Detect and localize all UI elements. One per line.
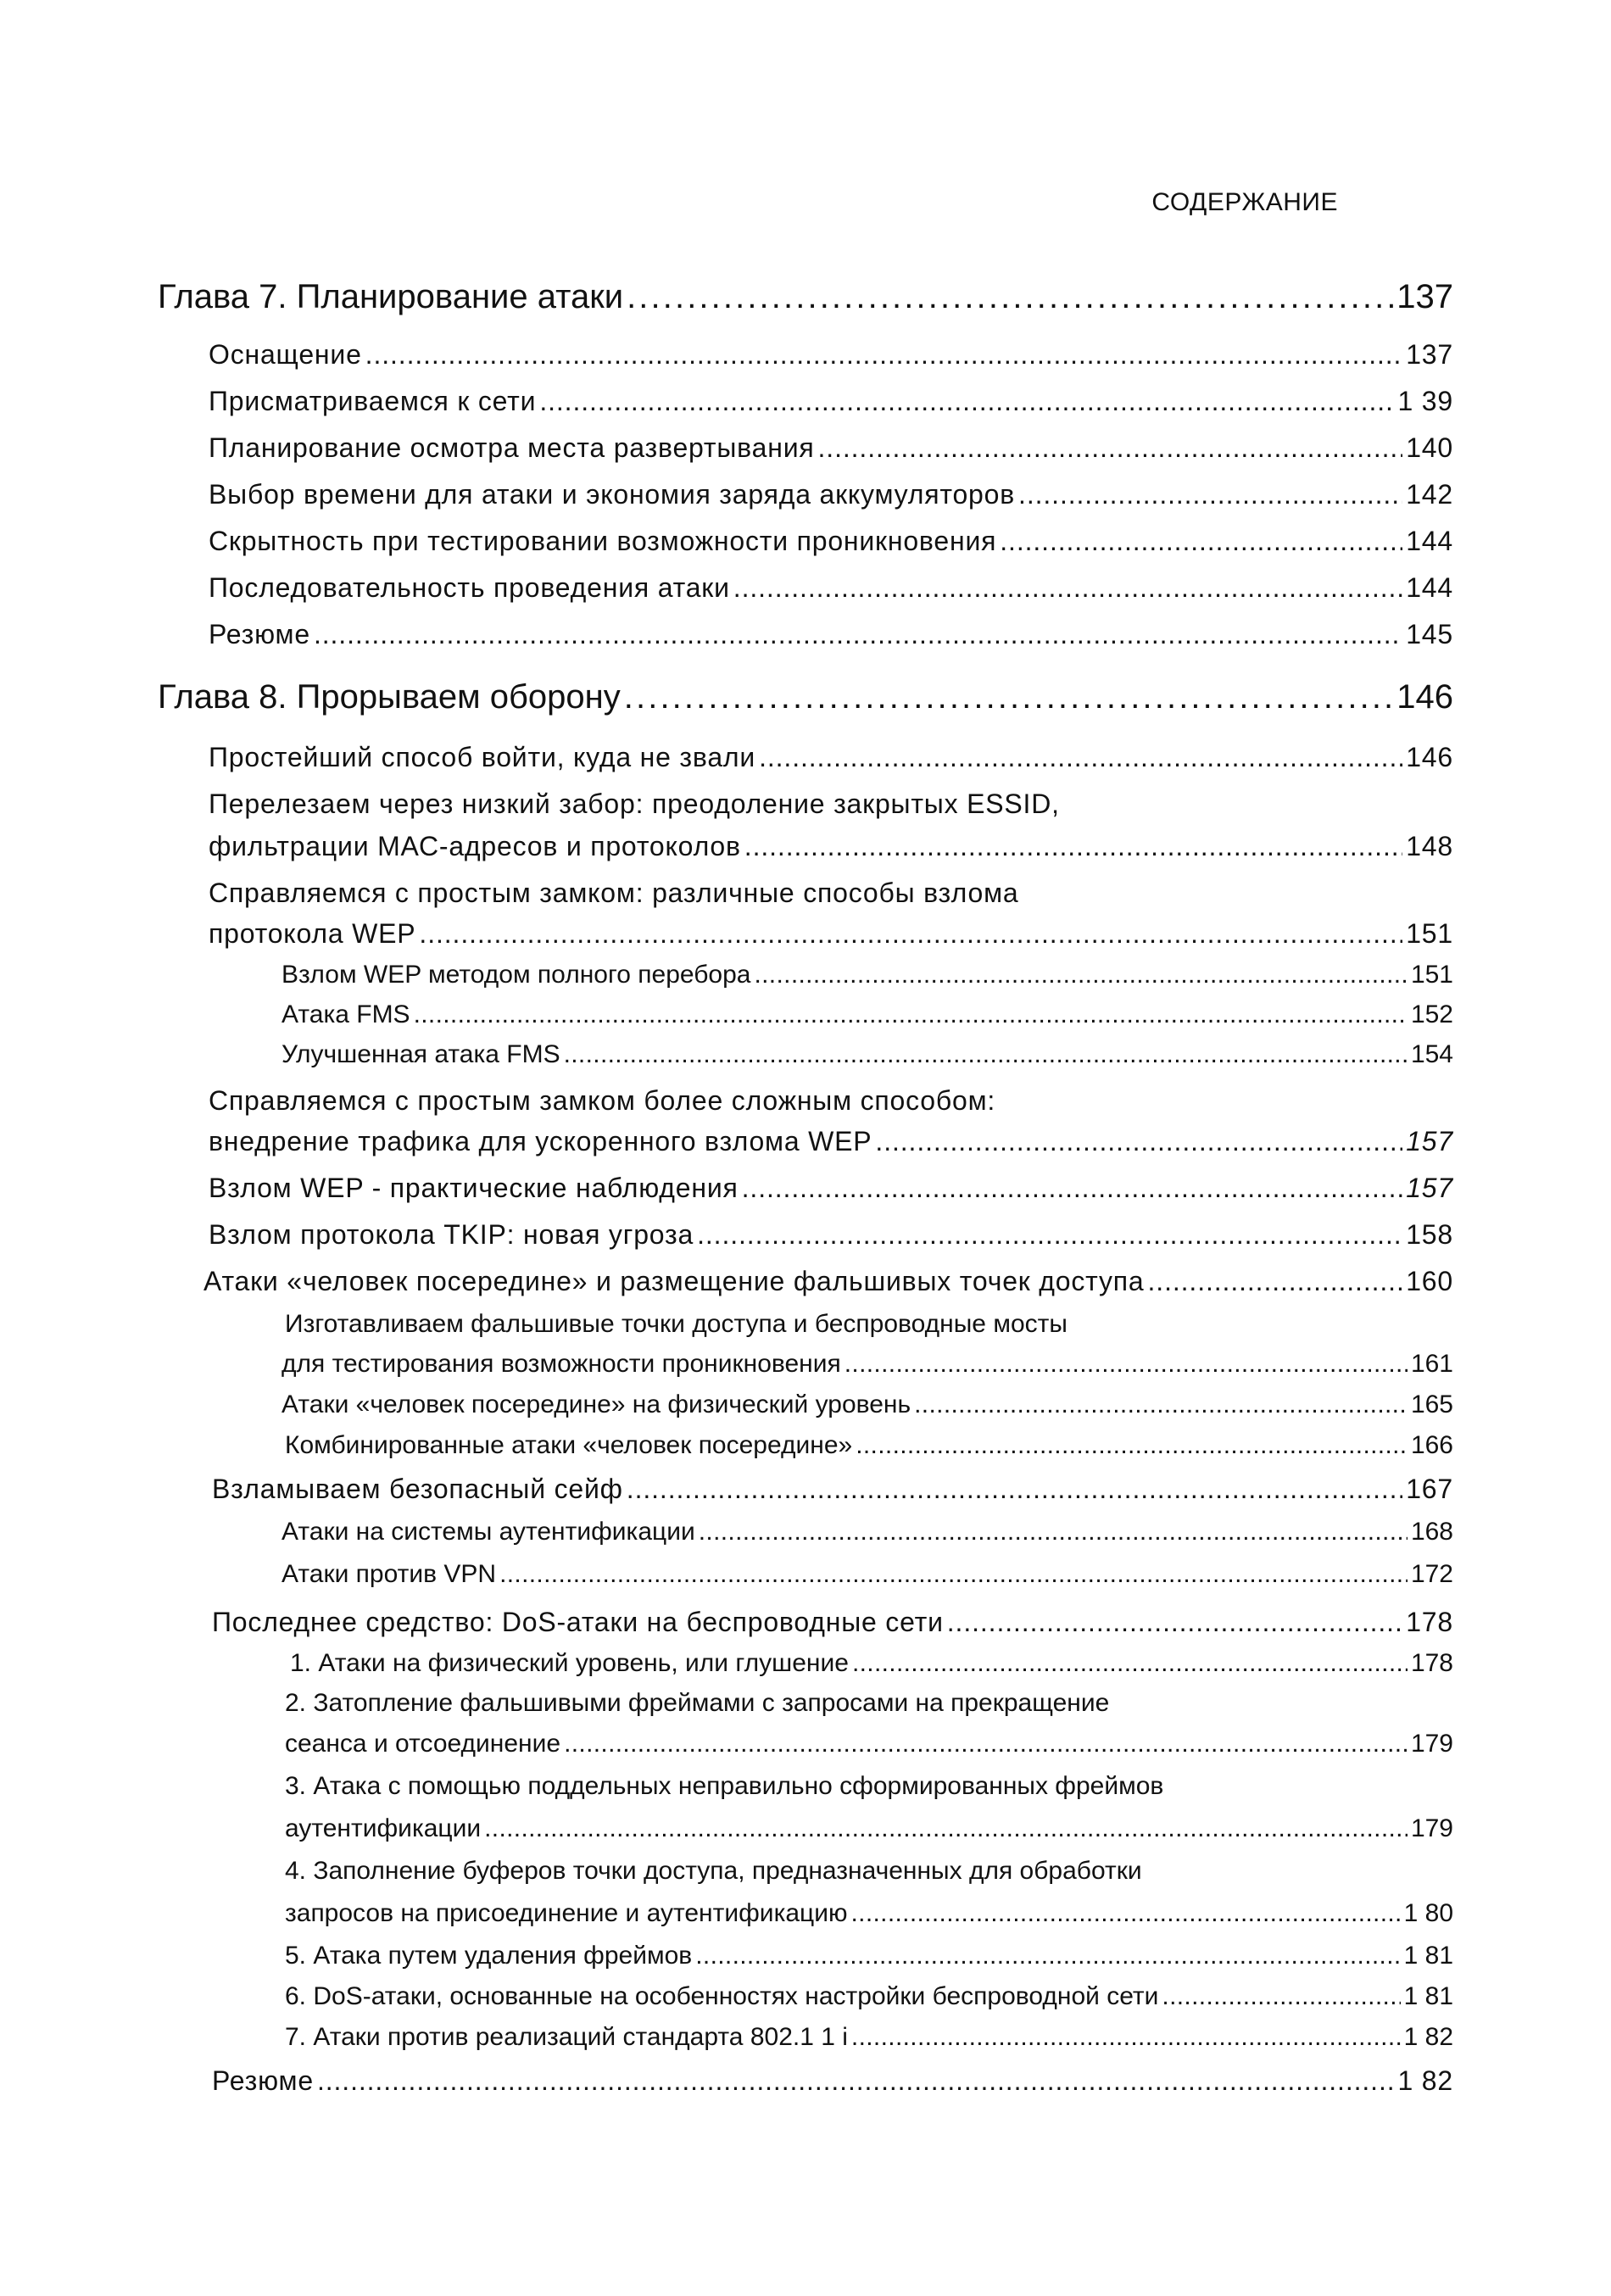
toc-label: Атаки на системы аутентификации	[282, 1518, 695, 1546]
toc-chapter-8[interactable]	[158, 678, 1453, 716]
toc-label: Простейший способ войти, куда не звали	[209, 742, 756, 772]
toc-label: внедрение трафика для ускоренного взлома WEP	[209, 1126, 872, 1156]
toc-page-number: 157	[1406, 1126, 1453, 1156]
toc-page-number: 157	[1406, 1173, 1453, 1203]
toc-item[interactable]	[209, 479, 1453, 510]
toc-subitem[interactable]	[282, 961, 1453, 989]
toc-label: Комбинированные атаки «человек посередине»	[285, 1431, 853, 1459]
toc-page-number: 140	[1406, 432, 1453, 463]
toc-page-number: 1 81	[1403, 1982, 1453, 2010]
toc-subitem[interactable]	[282, 1518, 1453, 1546]
toc-subitem-first-line: 4. Заполнение буферов точки доступа, предназначенных для обработки	[285, 1857, 1142, 1885]
toc-label: сеанса и отсоединение	[285, 1730, 561, 1758]
toc-label: Взлом протокола TKIP: новая угроза	[209, 1219, 694, 1250]
toc-item[interactable]	[212, 2065, 1453, 2097]
toc-page-number: 172	[1410, 1560, 1453, 1588]
toc-subitem[interactable]	[290, 1649, 1453, 1678]
toc-item[interactable]	[209, 1173, 1453, 1204]
toc-label: Атаки «человек посередине» на физический уровень	[282, 1390, 911, 1418]
toc-label: Оснащение	[209, 339, 362, 370]
toc-item[interactable]	[209, 386, 1453, 417]
toc-page-number: 137	[1396, 278, 1453, 315]
toc-label: Последовательность проведения атаки	[209, 572, 730, 603]
toc-label: Резюме	[209, 619, 310, 649]
toc-item[interactable]	[209, 619, 1453, 650]
leader-dots	[818, 432, 1403, 464]
toc-page-number: 148	[1406, 831, 1453, 861]
toc-label: Глава 8. Прорываем оборону	[158, 678, 621, 716]
leader-dots	[314, 619, 1402, 650]
leader-dots	[627, 278, 1393, 316]
toc-label: Взламываем безопасный сейф	[212, 1474, 623, 1504]
toc-label: 5. Атака путем удаления фреймов	[285, 1942, 693, 1970]
toc-page-number: 165	[1410, 1390, 1453, 1418]
toc-item[interactable]	[209, 339, 1453, 371]
toc-page-number: 178	[1406, 1607, 1453, 1637]
leader-dots	[697, 1219, 1402, 1251]
toc-page-number: 151	[1410, 961, 1453, 989]
toc-label: 7. Атаки против реализаций стандарта 802.1 1 i	[285, 2023, 848, 2051]
toc-item[interactable]	[209, 572, 1453, 604]
leader-dots	[856, 1431, 1408, 1460]
toc-page-number: 168	[1410, 1518, 1453, 1546]
leader-dots	[759, 742, 1402, 773]
toc-subitem[interactable]	[285, 1814, 1453, 1843]
toc-page-number: 1 81	[1403, 1942, 1453, 1970]
toc-item[interactable]	[209, 918, 1453, 950]
leader-dots	[564, 1730, 1408, 1758]
leader-dots	[744, 831, 1402, 862]
leader-dots	[499, 1560, 1408, 1589]
toc-subitem[interactable]	[285, 1982, 1453, 2011]
toc-subitem-first-line: 3. Атака с помощью поддельных неправильно сформированных фреймов	[285, 1772, 1164, 1800]
toc-subitem[interactable]	[282, 1560, 1453, 1589]
leader-dots	[317, 2065, 1395, 2097]
toc-page-number: 1 39	[1397, 386, 1453, 416]
toc-label: Атака FMS	[282, 1000, 410, 1028]
toc-page-number: 179	[1410, 1730, 1453, 1758]
toc-label: Планирование осмотра места развертывания	[209, 432, 815, 463]
toc-item-first-line: Справляемся с простым замком: различные способы взлома	[209, 878, 1019, 908]
toc-page-number: 137	[1406, 339, 1453, 370]
toc-label: Атаки «человек посередине» и размещение фальшивых точек доступа	[203, 1266, 1145, 1296]
leader-dots	[1018, 479, 1402, 510]
leader-dots	[754, 961, 1407, 989]
leader-dots	[414, 1000, 1408, 1029]
toc-item[interactable]	[209, 831, 1453, 862]
toc-label: Резюме	[212, 2065, 314, 2096]
toc-label: Глава 7. Планирование атаки	[158, 278, 624, 315]
leader-dots	[484, 1814, 1408, 1843]
toc-item[interactable]	[209, 1126, 1453, 1157]
running-head: СОДЕРЖАНИЕ	[1151, 188, 1338, 216]
leader-dots	[852, 1649, 1408, 1678]
toc-page-number: 151	[1406, 918, 1453, 949]
toc-page-number: 145	[1406, 619, 1453, 649]
toc-label: Взлом WEP - практические наблюдения	[209, 1173, 739, 1203]
toc-page-number: 142	[1406, 479, 1453, 510]
leader-dots	[539, 386, 1394, 417]
leader-dots	[850, 1899, 1400, 1928]
leader-dots	[419, 918, 1402, 950]
leader-dots	[851, 2023, 1401, 2052]
toc-page-number: 1 82	[1397, 2065, 1453, 2096]
toc-page-number: 158	[1406, 1219, 1453, 1250]
toc-subitem[interactable]	[282, 1040, 1453, 1069]
toc-page-number: 1 82	[1403, 2023, 1453, 2051]
toc-page-number: 146	[1396, 678, 1453, 716]
leader-dots	[1162, 1982, 1400, 2011]
toc-item-first-line: Перелезаем через низкий забор: преодоление закрытых ESSID,	[209, 789, 1060, 819]
toc-item[interactable]	[212, 1474, 1453, 1505]
toc-label: Присматриваемся к сети	[209, 386, 537, 416]
leader-dots	[733, 572, 1402, 604]
toc-subitem-first-line: 2. Затопление фальшивыми фреймами с запросами на прекращение	[285, 1689, 1110, 1717]
toc-page-number: 1 80	[1403, 1899, 1453, 1927]
toc-label: аутентификации	[285, 1814, 482, 1842]
toc-item[interactable]	[209, 1219, 1453, 1251]
toc-label: Взлом WEP методом полного перебора	[282, 961, 751, 989]
toc-label: Улучшенная атака FMS	[282, 1040, 560, 1068]
leader-dots	[1148, 1266, 1403, 1297]
toc-subitem[interactable]	[285, 2023, 1453, 2052]
toc-label: 6. DoS-атаки, основанные на особенностях настройки беспроводной сети	[285, 1982, 1159, 2010]
toc-page-number: 179	[1410, 1814, 1453, 1842]
leader-dots	[699, 1518, 1408, 1546]
toc-page-number: 152	[1410, 1000, 1453, 1028]
toc-subitem[interactable]	[282, 1000, 1453, 1029]
toc-subitem-first-line: Изготавливаем фальшивые точки доступа и беспроводные мосты	[285, 1310, 1067, 1338]
toc-subitem[interactable]	[285, 1899, 1453, 1928]
toc-label: Выбор времени для атаки и экономия заряда аккумуляторов	[209, 479, 1016, 510]
toc-item[interactable]	[209, 742, 1453, 773]
toc-label: фильтрации МАС-адресов и протоколов	[209, 831, 741, 861]
toc-subitem[interactable]	[285, 1431, 1453, 1460]
toc-label: Скрытность при тестировании возможности проникновения	[209, 526, 997, 556]
toc-item[interactable]	[212, 1607, 1453, 1638]
toc-page-number: 161	[1410, 1350, 1453, 1378]
toc-label: Атаки против VPN	[282, 1560, 497, 1588]
toc-page-number: 160	[1406, 1266, 1453, 1296]
toc-subitem[interactable]	[282, 1390, 1453, 1419]
toc-page-number: 166	[1410, 1431, 1453, 1459]
leader-dots	[624, 678, 1393, 716]
toc-page-number: 154	[1410, 1040, 1453, 1068]
leader-dots	[742, 1173, 1403, 1204]
toc-page-number: 144	[1406, 526, 1453, 556]
toc-label: для тестирования возможности проникновения	[282, 1350, 841, 1378]
toc-label: Последнее средство: DoS-атаки на беспроводные сети	[212, 1607, 944, 1637]
toc-page-number: 144	[1406, 572, 1453, 603]
leader-dots	[845, 1350, 1408, 1379]
leader-dots	[695, 1942, 1400, 1970]
leader-dots	[564, 1040, 1408, 1069]
toc-label: 1. Атаки на физический уровень, или глушение	[290, 1649, 849, 1677]
toc-item[interactable]	[209, 526, 1453, 557]
toc-page-number: 146	[1406, 742, 1453, 772]
toc-item-first-line: Справляемся с простым замком более сложным способом:	[209, 1085, 996, 1116]
leader-dots	[627, 1474, 1402, 1505]
toc-chapter-7[interactable]	[158, 278, 1453, 316]
toc-page-number: 178	[1410, 1649, 1453, 1677]
leader-dots	[947, 1607, 1402, 1638]
leader-dots	[914, 1390, 1408, 1419]
toc-label: запросов на присоединение и аутентификацию	[285, 1899, 848, 1927]
toc-page-number: 167	[1406, 1474, 1453, 1504]
toc-item[interactable]	[209, 432, 1453, 464]
toc-label: протокола WEP	[209, 918, 416, 949]
leader-dots	[365, 339, 1403, 371]
toc-item[interactable]	[203, 1266, 1453, 1297]
toc-subitem[interactable]	[285, 1942, 1453, 1970]
leader-dots	[1000, 526, 1402, 557]
toc-subitem[interactable]	[285, 1730, 1453, 1758]
toc-subitem[interactable]	[282, 1350, 1453, 1379]
leader-dots	[875, 1126, 1402, 1157]
